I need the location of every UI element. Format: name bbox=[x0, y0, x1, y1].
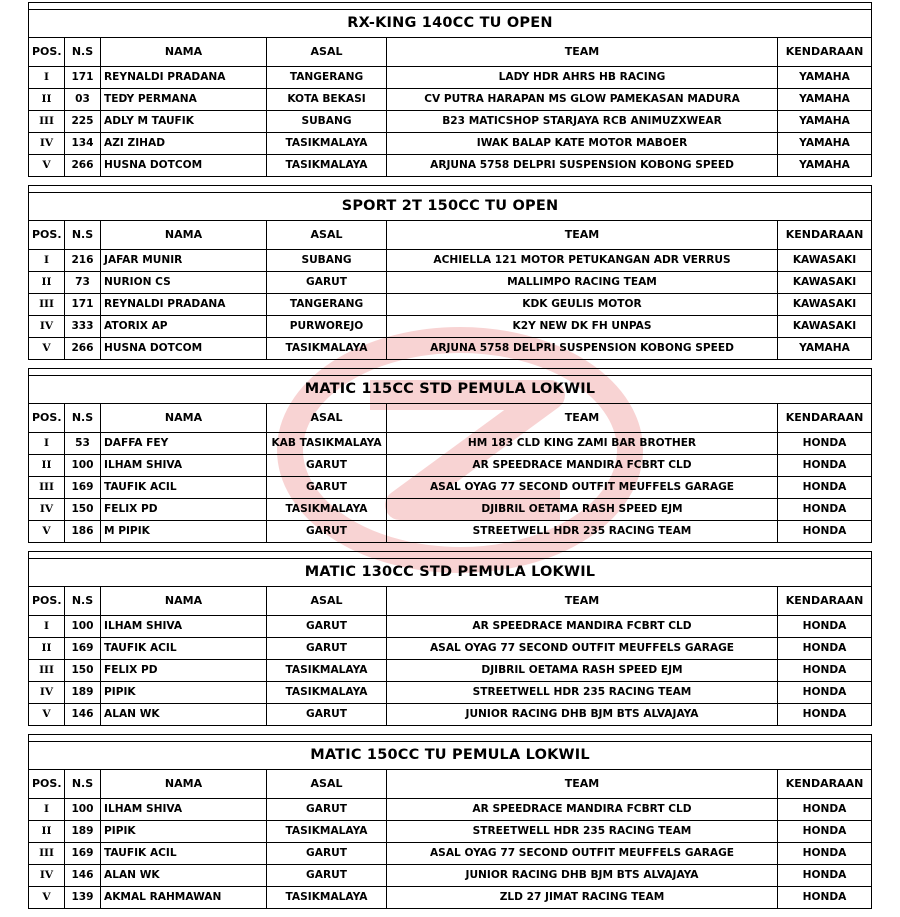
table-header-row bbox=[29, 404, 871, 433]
table-row bbox=[29, 704, 871, 726]
cell-nama: TAUFIK ACIL bbox=[101, 477, 267, 499]
class-result-block bbox=[28, 551, 872, 726]
cell-pos: I bbox=[29, 250, 65, 272]
cell-kendaraan: HONDA bbox=[778, 843, 872, 865]
table-row bbox=[29, 455, 871, 477]
table-row bbox=[29, 155, 871, 177]
cell-nama: ILHAM SHIVA bbox=[101, 616, 267, 638]
class-result-block bbox=[28, 734, 872, 909]
cell-ns: 73 bbox=[65, 272, 101, 294]
cell-pos: IV bbox=[29, 133, 65, 155]
cell-asal: TASIKMALAYA bbox=[267, 887, 387, 909]
cell-team: ARJUNA 5758 DELPRI SUSPENSION KOBONG SPEED bbox=[387, 155, 778, 177]
cell-ns: 266 bbox=[65, 155, 101, 177]
cell-ns: 134 bbox=[65, 133, 101, 155]
cell-ns: 266 bbox=[65, 338, 101, 360]
cell-ns: 333 bbox=[65, 316, 101, 338]
cell-nama: FELIX PD bbox=[101, 499, 267, 521]
cell-team: ASAL OYAG 77 SECOND OUTFIT MEUFFELS GARAGE bbox=[387, 843, 778, 865]
column-header-asal: ASAL bbox=[267, 221, 387, 250]
cell-nama: M PIPIK bbox=[101, 521, 267, 543]
cell-kendaraan: HONDA bbox=[778, 521, 872, 543]
cell-kendaraan: HONDA bbox=[778, 638, 872, 660]
cell-kendaraan: HONDA bbox=[778, 660, 872, 682]
cell-nama: ALAN WK bbox=[101, 865, 267, 887]
cell-kendaraan: KAWASAKI bbox=[778, 316, 872, 338]
cell-pos: V bbox=[29, 887, 65, 909]
cell-team: ASAL OYAG 77 SECOND OUTFIT MEUFFELS GARAGE bbox=[387, 638, 778, 660]
cell-kendaraan: YAMAHA bbox=[778, 111, 872, 133]
class-result-block bbox=[28, 185, 872, 360]
cell-asal: GARUT bbox=[267, 638, 387, 660]
table-header-row bbox=[29, 770, 871, 799]
column-header-ns: N.S bbox=[65, 587, 101, 616]
cell-nama: FELIX PD bbox=[101, 660, 267, 682]
cell-team: CV PUTRA HARAPAN MS GLOW PAMEKASAN MADURA bbox=[387, 89, 778, 111]
table-row bbox=[29, 616, 871, 638]
table-row bbox=[29, 67, 871, 89]
cell-pos: II bbox=[29, 89, 65, 111]
cell-asal: PURWOREJO bbox=[267, 316, 387, 338]
cell-pos: III bbox=[29, 660, 65, 682]
cell-nama: TEDY PERMANA bbox=[101, 89, 267, 111]
class-result-block bbox=[28, 368, 872, 543]
cell-pos: I bbox=[29, 616, 65, 638]
cell-nama: PIPIK bbox=[101, 821, 267, 843]
divider bbox=[29, 369, 871, 376]
cell-asal: TASIKMALAYA bbox=[267, 499, 387, 521]
cell-ns: 171 bbox=[65, 67, 101, 89]
cell-asal: GARUT bbox=[267, 843, 387, 865]
table-row bbox=[29, 294, 871, 316]
cell-team: HM 183 CLD KING ZAMI BAR BROTHER bbox=[387, 433, 778, 455]
column-header-pos: POS. bbox=[29, 404, 65, 433]
cell-ns: 189 bbox=[65, 821, 101, 843]
cell-nama: AZI ZIHAD bbox=[101, 133, 267, 155]
table-row bbox=[29, 433, 871, 455]
cell-asal: TASIKMALAYA bbox=[267, 338, 387, 360]
cell-team: B23 MATICSHOP STARJAYA RCB ANIMUZXWEAR bbox=[387, 111, 778, 133]
cell-asal: SUBANG bbox=[267, 250, 387, 272]
class-result-block bbox=[28, 2, 872, 177]
cell-nama: NURION CS bbox=[101, 272, 267, 294]
cell-kendaraan: YAMAHA bbox=[778, 338, 872, 360]
cell-nama: ATORIX AP bbox=[101, 316, 267, 338]
cell-pos: II bbox=[29, 638, 65, 660]
column-header-nama: NAMA bbox=[101, 770, 267, 799]
cell-kendaraan: HONDA bbox=[778, 821, 872, 843]
class-title: RX-KING 140CC TU OPEN bbox=[29, 10, 871, 38]
table-row bbox=[29, 133, 871, 155]
cell-kendaraan: YAMAHA bbox=[778, 67, 872, 89]
cell-pos: II bbox=[29, 272, 65, 294]
cell-kendaraan: KAWASAKI bbox=[778, 294, 872, 316]
column-header-team: TEAM bbox=[387, 38, 778, 67]
divider bbox=[29, 3, 871, 10]
cell-ns: 139 bbox=[65, 887, 101, 909]
cell-kendaraan: KAWASAKI bbox=[778, 272, 872, 294]
cell-team: DJIBRIL OETAMA RASH SPEED EJM bbox=[387, 499, 778, 521]
cell-kendaraan: HONDA bbox=[778, 455, 872, 477]
column-header-kendaraan: KENDARAAN bbox=[778, 404, 872, 433]
table-row bbox=[29, 316, 871, 338]
column-header-pos: POS. bbox=[29, 770, 65, 799]
cell-kendaraan: YAMAHA bbox=[778, 155, 872, 177]
column-header-ns: N.S bbox=[65, 770, 101, 799]
cell-ns: 100 bbox=[65, 799, 101, 821]
cell-nama: ADLY M TAUFIK bbox=[101, 111, 267, 133]
cell-ns: 216 bbox=[65, 250, 101, 272]
column-header-team: TEAM bbox=[387, 587, 778, 616]
cell-ns: 53 bbox=[65, 433, 101, 455]
cell-nama: JAFAR MUNIR bbox=[101, 250, 267, 272]
cell-team: AR SPEEDRACE MANDIRA FCBRT CLD bbox=[387, 616, 778, 638]
cell-pos: III bbox=[29, 843, 65, 865]
cell-ns: 03 bbox=[65, 89, 101, 111]
cell-asal: KAB TASIKMALAYA bbox=[267, 433, 387, 455]
cell-asal: TASIKMALAYA bbox=[267, 133, 387, 155]
cell-ns: 146 bbox=[65, 704, 101, 726]
table-row bbox=[29, 887, 871, 909]
table-row bbox=[29, 477, 871, 499]
cell-kendaraan: HONDA bbox=[778, 704, 872, 726]
cell-pos: V bbox=[29, 155, 65, 177]
cell-nama: ILHAM SHIVA bbox=[101, 799, 267, 821]
cell-team: ASAL OYAG 77 SECOND OUTFIT MEUFFELS GARAGE bbox=[387, 477, 778, 499]
cell-asal: GARUT bbox=[267, 799, 387, 821]
cell-nama: REYNALDI PRADANA bbox=[101, 294, 267, 316]
column-header-asal: ASAL bbox=[267, 770, 387, 799]
class-title: SPORT 2T 150CC TU OPEN bbox=[29, 193, 871, 221]
cell-team: LADY HDR AHRS HB RACING bbox=[387, 67, 778, 89]
cell-asal: TASIKMALAYA bbox=[267, 660, 387, 682]
column-header-pos: POS. bbox=[29, 587, 65, 616]
cell-team: K2Y NEW DK FH UNPAS bbox=[387, 316, 778, 338]
cell-nama: PIPIK bbox=[101, 682, 267, 704]
cell-ns: 171 bbox=[65, 294, 101, 316]
cell-team: IWAK BALAP KATE MOTOR MABOER bbox=[387, 133, 778, 155]
column-header-nama: NAMA bbox=[101, 404, 267, 433]
cell-pos: I bbox=[29, 433, 65, 455]
table-row bbox=[29, 660, 871, 682]
table-row bbox=[29, 338, 871, 360]
column-header-pos: POS. bbox=[29, 221, 65, 250]
column-header-asal: ASAL bbox=[267, 587, 387, 616]
cell-nama: REYNALDI PRADANA bbox=[101, 67, 267, 89]
divider bbox=[29, 552, 871, 559]
cell-team: AR SPEEDRACE MANDIRA FCBRT CLD bbox=[387, 799, 778, 821]
cell-pos: I bbox=[29, 799, 65, 821]
cell-pos: IV bbox=[29, 682, 65, 704]
cell-ns: 150 bbox=[65, 660, 101, 682]
column-header-ns: N.S bbox=[65, 38, 101, 67]
cell-team: JUNIOR RACING DHB BJM BTS ALVAJAYA bbox=[387, 865, 778, 887]
cell-asal: SUBANG bbox=[267, 111, 387, 133]
cell-asal: GARUT bbox=[267, 272, 387, 294]
table-row bbox=[29, 865, 871, 887]
cell-pos: V bbox=[29, 338, 65, 360]
cell-ns: 100 bbox=[65, 616, 101, 638]
table-header-row bbox=[29, 587, 871, 616]
cell-asal: GARUT bbox=[267, 521, 387, 543]
cell-asal: TASIKMALAYA bbox=[267, 821, 387, 843]
cell-nama: ILHAM SHIVA bbox=[101, 455, 267, 477]
cell-pos: V bbox=[29, 704, 65, 726]
divider bbox=[29, 186, 871, 193]
cell-nama: HUSNA DOTCOM bbox=[101, 155, 267, 177]
cell-asal: GARUT bbox=[267, 455, 387, 477]
cell-kendaraan: HONDA bbox=[778, 682, 872, 704]
column-header-asal: ASAL bbox=[267, 404, 387, 433]
cell-nama: TAUFIK ACIL bbox=[101, 638, 267, 660]
cell-pos: V bbox=[29, 521, 65, 543]
cell-team: AR SPEEDRACE MANDIRA FCBRT CLD bbox=[387, 455, 778, 477]
cell-team: JUNIOR RACING DHB BJM BTS ALVAJAYA bbox=[387, 704, 778, 726]
cell-kendaraan: HONDA bbox=[778, 865, 872, 887]
table-header-row bbox=[29, 38, 871, 67]
cell-ns: 186 bbox=[65, 521, 101, 543]
cell-asal: TANGERANG bbox=[267, 67, 387, 89]
cell-kendaraan: YAMAHA bbox=[778, 133, 872, 155]
cell-ns: 169 bbox=[65, 843, 101, 865]
table-row bbox=[29, 89, 871, 111]
results-table bbox=[29, 38, 871, 176]
cell-team: STREETWELL HDR 235 RACING TEAM bbox=[387, 821, 778, 843]
cell-team: MALLIMPO RACING TEAM bbox=[387, 272, 778, 294]
table-row bbox=[29, 799, 871, 821]
table-row bbox=[29, 272, 871, 294]
column-header-team: TEAM bbox=[387, 221, 778, 250]
cell-nama: TAUFIK ACIL bbox=[101, 843, 267, 865]
cell-pos: IV bbox=[29, 499, 65, 521]
cell-kendaraan: HONDA bbox=[778, 477, 872, 499]
cell-nama: AKMAL RAHMAWAN bbox=[101, 887, 267, 909]
cell-kendaraan: HONDA bbox=[778, 887, 872, 909]
class-title: MATIC 115CC STD PEMULA LOKWIL bbox=[29, 376, 871, 404]
table-row bbox=[29, 250, 871, 272]
cell-ns: 150 bbox=[65, 499, 101, 521]
cell-ns: 169 bbox=[65, 638, 101, 660]
table-row bbox=[29, 521, 871, 543]
cell-ns: 169 bbox=[65, 477, 101, 499]
cell-asal: GARUT bbox=[267, 616, 387, 638]
cell-asal: GARUT bbox=[267, 865, 387, 887]
cell-team: ARJUNA 5758 DELPRI SUSPENSION KOBONG SPEED bbox=[387, 338, 778, 360]
cell-team: ZLD 27 JIMAT RACING TEAM bbox=[387, 887, 778, 909]
class-title: MATIC 130CC STD PEMULA LOKWIL bbox=[29, 559, 871, 587]
table-row bbox=[29, 638, 871, 660]
cell-pos: IV bbox=[29, 316, 65, 338]
column-header-ns: N.S bbox=[65, 221, 101, 250]
table-row bbox=[29, 111, 871, 133]
cell-pos: IV bbox=[29, 865, 65, 887]
cell-asal: TASIKMALAYA bbox=[267, 155, 387, 177]
cell-kendaraan: HONDA bbox=[778, 799, 872, 821]
column-header-ns: N.S bbox=[65, 404, 101, 433]
divider bbox=[29, 735, 871, 742]
cell-nama: ALAN WK bbox=[101, 704, 267, 726]
results-table bbox=[29, 770, 871, 908]
cell-ns: 189 bbox=[65, 682, 101, 704]
cell-kendaraan: HONDA bbox=[778, 499, 872, 521]
cell-pos: III bbox=[29, 111, 65, 133]
table-row bbox=[29, 821, 871, 843]
table-row bbox=[29, 843, 871, 865]
cell-team: STREETWELL HDR 235 RACING TEAM bbox=[387, 521, 778, 543]
cell-kendaraan: KAWASAKI bbox=[778, 250, 872, 272]
column-header-team: TEAM bbox=[387, 770, 778, 799]
column-header-pos: POS. bbox=[29, 38, 65, 67]
cell-nama: HUSNA DOTCOM bbox=[101, 338, 267, 360]
cell-ns: 225 bbox=[65, 111, 101, 133]
column-header-asal: ASAL bbox=[267, 38, 387, 67]
cell-kendaraan: HONDA bbox=[778, 433, 872, 455]
cell-team: STREETWELL HDR 235 RACING TEAM bbox=[387, 682, 778, 704]
results-table bbox=[29, 587, 871, 725]
cell-pos: II bbox=[29, 455, 65, 477]
column-header-nama: NAMA bbox=[101, 587, 267, 616]
race-results bbox=[28, 2, 872, 917]
column-header-team: TEAM bbox=[387, 404, 778, 433]
cell-team: ACHIELLA 121 MOTOR PETUKANGAN ADR VERRUS bbox=[387, 250, 778, 272]
cell-asal: KOTA BEKASI bbox=[267, 89, 387, 111]
cell-asal: TASIKMALAYA bbox=[267, 682, 387, 704]
cell-ns: 146 bbox=[65, 865, 101, 887]
table-row bbox=[29, 499, 871, 521]
cell-pos: I bbox=[29, 67, 65, 89]
cell-asal: GARUT bbox=[267, 477, 387, 499]
cell-team: DJIBRIL OETAMA RASH SPEED EJM bbox=[387, 660, 778, 682]
column-header-kendaraan: KENDARAAN bbox=[778, 221, 872, 250]
cell-kendaraan: HONDA bbox=[778, 616, 872, 638]
cell-asal: GARUT bbox=[267, 704, 387, 726]
column-header-kendaraan: KENDARAAN bbox=[778, 770, 872, 799]
results-table bbox=[29, 404, 871, 542]
cell-nama: DAFFA FEY bbox=[101, 433, 267, 455]
cell-team: KDK GEULIS MOTOR bbox=[387, 294, 778, 316]
cell-ns: 100 bbox=[65, 455, 101, 477]
table-header-row bbox=[29, 221, 871, 250]
cell-pos: III bbox=[29, 294, 65, 316]
cell-pos: III bbox=[29, 477, 65, 499]
column-header-nama: NAMA bbox=[101, 221, 267, 250]
class-title: MATIC 150CC TU PEMULA LOKWIL bbox=[29, 742, 871, 770]
column-header-kendaraan: KENDARAAN bbox=[778, 38, 872, 67]
column-header-nama: NAMA bbox=[101, 38, 267, 67]
results-table bbox=[29, 221, 871, 359]
cell-pos: II bbox=[29, 821, 65, 843]
cell-asal: TANGERANG bbox=[267, 294, 387, 316]
cell-kendaraan: YAMAHA bbox=[778, 89, 872, 111]
column-header-kendaraan: KENDARAAN bbox=[778, 587, 872, 616]
table-row bbox=[29, 682, 871, 704]
